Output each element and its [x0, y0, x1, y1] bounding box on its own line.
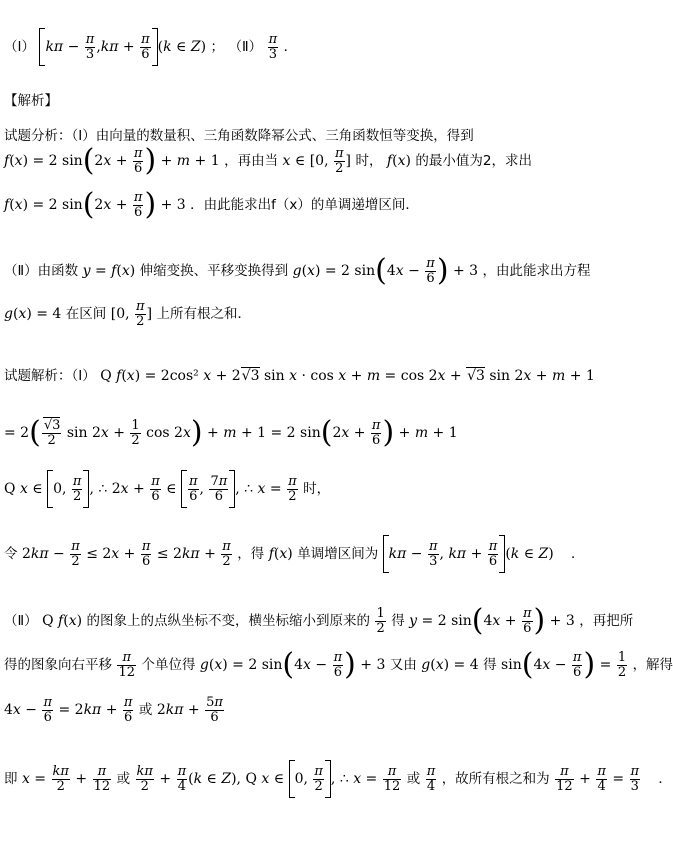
part2-answer: $\frac{\pi}{3}$	[268, 31, 278, 62]
part1-label: （Ⅰ）	[4, 39, 35, 55]
analysis-intro: 试题分析：（Ⅰ）由向量的数量积、三角函数降幂公式、三角函数恒等变换，得到	[4, 128, 474, 144]
analysis-line-3: f(x) = 2 sin(2x + $\frac{\pi}{6}$ ) + 3 ．由此能求出f（x）的单调递增区间．	[4, 187, 419, 222]
solution-part2-line-4: 即 x = $\frac{k\pi}{2}$ + $\frac{\pi}{12}$ 或 $\frac{k\pi}{2}$ + $\frac{\pi}{4}$ (k ∈ Z), Q x ∈ 0, $\frac{\pi}{2}$ , ∴ x = $\frac{\pi}{12}$ 或 $\frac{\pi}{4}$ ，故所有根之和为 $\frac{\pi}{12}$ + $\frac{\pi}{4}$ = $\frac{\pi}{3}$ ．	[4, 760, 672, 798]
solution-part2-line-3: 4x − $\frac{\pi}{6}$ = 2kπ + $\frac{\pi}{6}$ 或 2kπ + $\frac{5\pi}{6}$	[4, 695, 223, 725]
solution-line-4: 令 2kπ − $\frac{\pi}{2}$ ≤ 2x + $\frac{\pi}{6}$ ≤ 2kπ + $\frac{\pi}{2}$ ，得 f(x) 单调增区间为 kπ − $\frac{\pi}{3}$ , kπ + $\frac{\pi}{6}$ (k ∈ Z) ．	[4, 535, 585, 573]
solution-line-2: = 2( $\frac{√3}{2}$ sin 2x + $\frac{1}{2}$ cos 2x) + m + 1 = 2 sin(2x + $\frac{\pi}{6}$ ) + m + 1	[4, 415, 458, 450]
separator: ；	[210, 39, 225, 55]
analysis-part2-line-2: g(x) = 4 在区间 [0, $\frac{\pi}{2}$ ] 上所有根之和．	[4, 299, 251, 329]
solution-line-1: 试题解析：（Ⅰ） Q f(x) = 2cos² x + 2√3 sin x · cos x + m = cos 2x + √3 sin 2x + m + 1	[4, 368, 595, 384]
analysis-part2-line-1: （Ⅱ）由函数 y = f(x) 伸缩变换、平移变换得到 g(x) = 2 sin(4x − $\frac{\pi}{6}$ ) + 3 ，由此能求出方程	[4, 253, 591, 288]
jiexi-header: 【解析】	[4, 93, 58, 109]
analysis-line-2: f(x) = 2 sin(2x + $\frac{\pi}{6}$ ) + m + 1 ，再由当 x ∈ [0, $\frac{\pi}{2}$ ] 时， f(x) 的最小值为2，求出	[4, 143, 532, 178]
solution-part2-line-2: 得的图象向右平移 $\frac{\pi}{12}$ 个单位得 g(x) = 2 sin(4x − $\frac{\pi}{6}$ ) + 3 又由 g(x) = 4 得 sin(4x − $\frac{\pi}{6}$ ) = $\frac{1}{2}$ ，解得	[4, 647, 673, 682]
part2-label: （Ⅱ）	[228, 39, 263, 55]
answer-line: （Ⅰ） kπ − $\frac{\pi}{3}$ ,kπ + $\frac{\pi}{6}$ (k ∈ Z) ； （Ⅱ） $\frac{\pi}{3}$ ．	[4, 28, 297, 66]
solution-part2-line-1: （Ⅱ） Q f(x) 的图象上的点纵坐标不变，横坐标缩小到原来的 $\frac{1}{2}$ 得 y = 2 sin(4x + $\frac{\pi}{6}$ ) + 3 ，再把所	[4, 603, 634, 638]
solution-line-3: Q x ∈ 0, $\frac{\pi}{2}$ , ∴ 2x + $\frac{\pi}{6}$ ∈ $\frac{\pi}{6}$ , $\frac{7\pi}{6}$ , ∴ x = $\frac{\pi}{2}$ 时，	[4, 470, 330, 508]
part1-answer: kπ − $\frac{\pi}{3}$ ,kπ + $\frac{\pi}{6}$ (k ∈ Z)	[39, 39, 210, 55]
